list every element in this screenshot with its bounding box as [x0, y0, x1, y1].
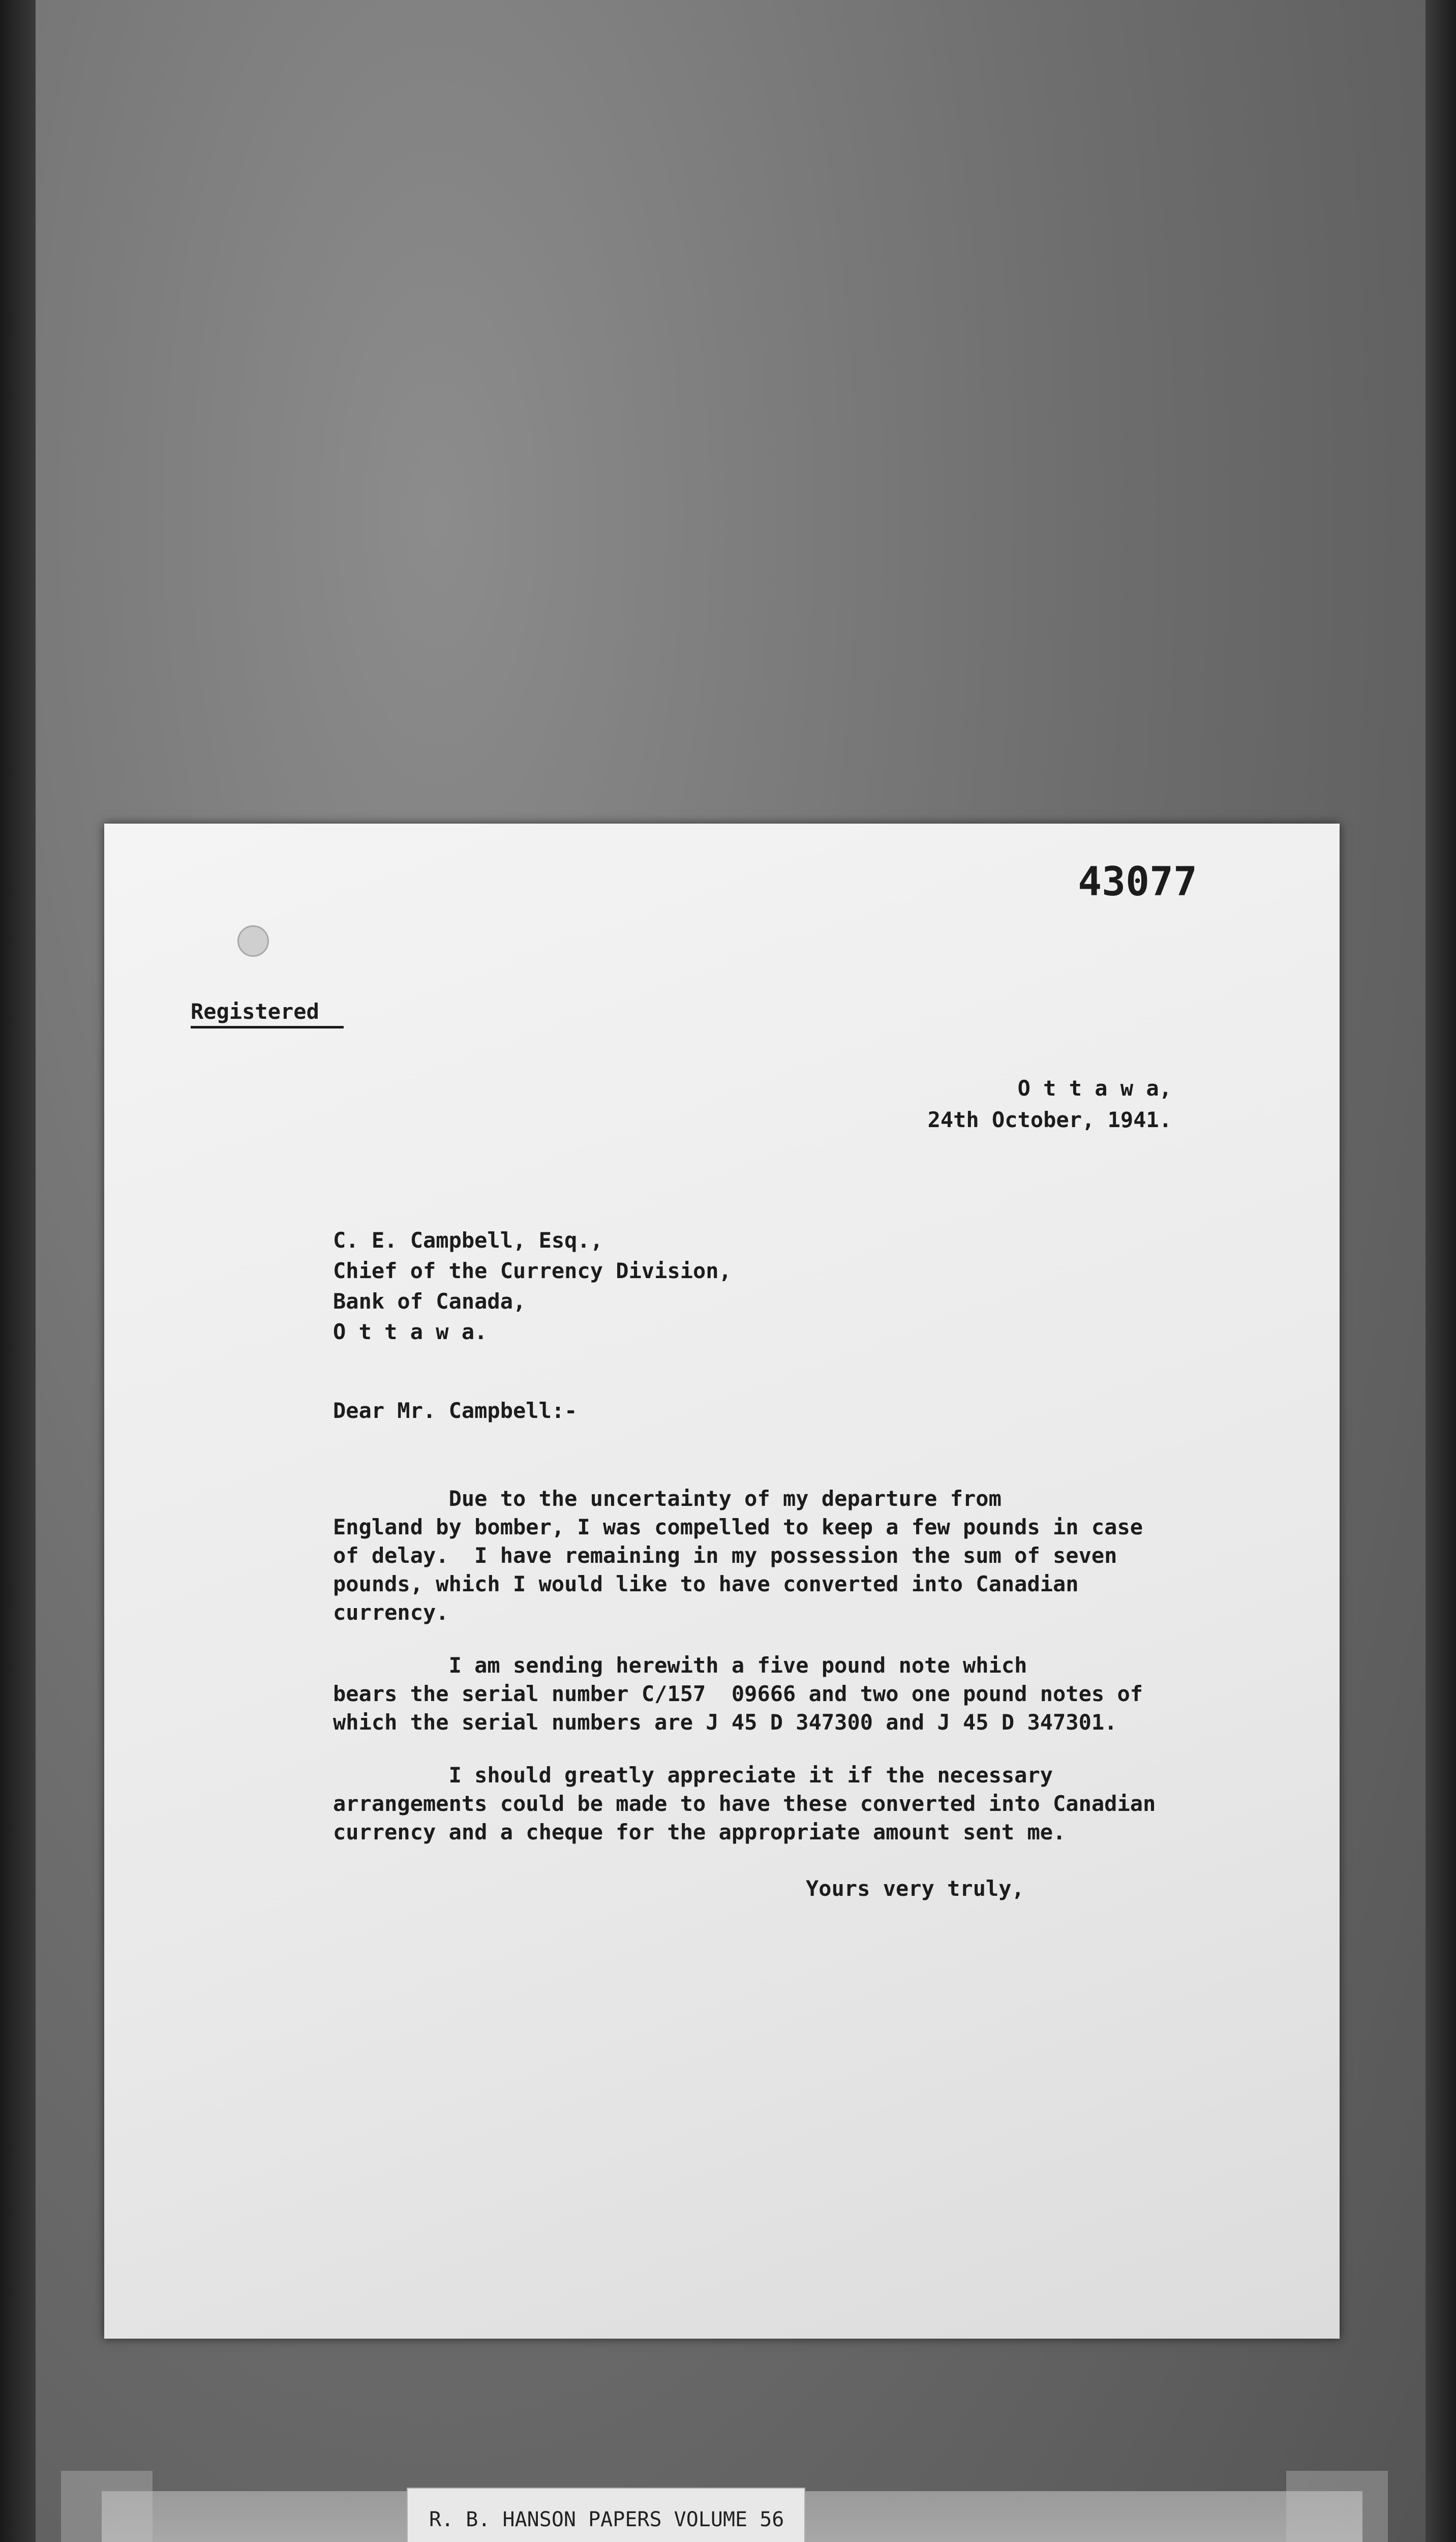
letter-body	[333, 1485, 1299, 1871]
document-number: 43077	[1078, 859, 1197, 905]
body-line: pounds, which I would like to have converted into Canadian	[333, 1571, 1079, 1596]
body-line: which the serial numbers are J 45 D 347300 and J 45 D 347301.	[333, 1710, 1117, 1735]
letter-date: 24th October, 1941.	[927, 1107, 1172, 1132]
body-line: Due to the uncertainty of my departure from	[333, 1486, 1002, 1511]
date-place: O t t a w a,	[1017, 1076, 1172, 1101]
volume-label-text: R. B. HANSON PAPERS VOLUME 56	[429, 2508, 784, 2531]
tape-right	[1286, 2471, 1388, 2542]
punch-hole	[237, 925, 269, 957]
backing-edge-right	[1425, 0, 1456, 2542]
closing: Yours very truly,	[806, 1876, 1024, 1901]
addressee-line: O t t a w a.	[333, 1319, 488, 1344]
paragraph-3	[333, 1761, 1299, 1847]
addressee-line: C. E. Campbell, Esq.,	[333, 1228, 603, 1253]
body-line: bears the serial number C/157 09666 and two one pound notes of	[333, 1681, 1143, 1706]
letter-page	[104, 824, 1340, 2339]
body-line: currency.	[333, 1600, 449, 1625]
addressee-line: Bank of Canada,	[333, 1289, 526, 1314]
date-block	[928, 1073, 1172, 1136]
body-line: I should greatly appreciate it if the necessary	[333, 1763, 1053, 1788]
body-line: currency and a cheque for the appropriate amount sent me.	[333, 1820, 1066, 1844]
paragraph-2	[333, 1651, 1299, 1737]
tape-left	[61, 2471, 153, 2542]
registered-label: Registered	[191, 999, 344, 1028]
salutation: Dear Mr. Campbell:-	[333, 1398, 578, 1423]
body-line: England by bomber, I was compelled to keep a few pounds in case	[333, 1515, 1143, 1539]
backing-edge-left	[0, 0, 36, 2542]
body-line: I am sending herewith a five pound note which	[333, 1653, 1027, 1678]
addressee-line: Chief of the Currency Division,	[333, 1258, 732, 1283]
paragraph-1	[333, 1485, 1299, 1627]
body-line: of delay. I have remaining in my possession the sum of seven	[333, 1543, 1117, 1568]
addressee-block	[333, 1225, 732, 1347]
body-line: arrangements could be made to have these converted into Canadian	[333, 1791, 1156, 1816]
volume-label	[407, 2488, 805, 2542]
